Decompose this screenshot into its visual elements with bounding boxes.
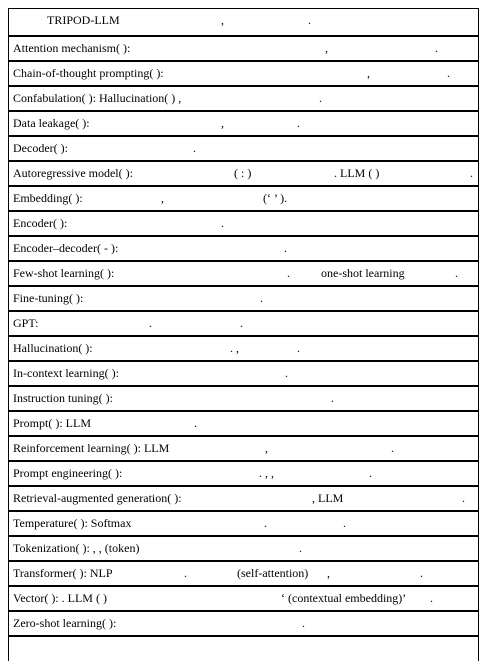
glossary-text: (‘ ’ ).	[263, 191, 288, 205]
glossary-text: .	[264, 516, 267, 530]
glossary-term: Retrieval-augmented generation( ):	[13, 491, 182, 505]
glossary-text: .	[284, 241, 287, 255]
glossary-text: .	[260, 291, 263, 305]
glossary-term: Few-shot learning( ):	[13, 266, 115, 280]
glossary-term: Autoregressive model( ):	[13, 166, 133, 180]
glossary-row	[9, 412, 478, 437]
glossary-term: Attention mechanism( ):	[13, 41, 131, 55]
glossary-row	[9, 137, 478, 162]
glossary-row	[9, 212, 478, 237]
glossary-row	[9, 387, 478, 412]
glossary-text: .	[240, 316, 243, 330]
glossary-term: Tokenization( ): , , (token)	[13, 541, 140, 555]
glossary-text: ( : )	[234, 166, 252, 180]
glossary-row	[9, 612, 478, 637]
glossary-row	[9, 487, 478, 512]
glossary-row	[9, 187, 478, 212]
glossary-row	[9, 362, 478, 387]
glossary-text: ,	[367, 66, 370, 80]
glossary-term: Chain-of-thought prompting( ):	[13, 66, 164, 80]
glossary-text: . ,	[230, 341, 239, 355]
glossary-term: Confabulation( ): Hallucination( ) ,	[13, 91, 182, 105]
glossary-text: .	[193, 141, 196, 155]
glossary-row	[9, 87, 478, 112]
glossary-term: Vector( ): . LLM ( )	[13, 591, 107, 605]
table-title: TRIPOD-LLM	[47, 13, 120, 27]
glossary-term: Transformer( ): NLP	[13, 566, 113, 580]
glossary-text: .	[285, 366, 288, 380]
glossary-text: ,	[325, 41, 328, 55]
glossary-row	[9, 512, 478, 537]
glossary-term: Temperature( ): Softmax	[13, 516, 132, 530]
glossary-text: .	[462, 491, 465, 505]
glossary-text: . LLM ( )	[334, 166, 380, 180]
glossary-row	[9, 587, 478, 612]
glossary-term: Reinforcement learning( ): LLM	[13, 441, 170, 455]
glossary-row	[9, 337, 478, 362]
glossary-text: .	[149, 316, 152, 330]
glossary-row	[9, 562, 478, 587]
glossary-text: . , ,	[259, 466, 274, 480]
glossary-row	[9, 462, 478, 487]
glossary-text: .	[308, 13, 311, 27]
table-title-row	[9, 9, 478, 37]
glossary-text: .	[302, 616, 305, 630]
glossary-text: ,	[221, 13, 224, 27]
glossary-text: .	[221, 216, 224, 230]
glossary-text: .	[194, 416, 197, 430]
glossary-text: ,	[327, 566, 330, 580]
glossary-text: .	[319, 91, 322, 105]
glossary-text: .	[343, 516, 346, 530]
glossary-term: Encoder( ):	[13, 216, 68, 230]
glossary-term: Prompt( ): LLM	[13, 416, 91, 430]
glossary-term: Zero-shot learning( ):	[13, 616, 117, 630]
glossary-text: .	[470, 166, 473, 180]
glossary-term: Data leakage( ):	[13, 116, 90, 130]
glossary-term: GPT:	[13, 316, 39, 330]
glossary-term: Decoder( ):	[13, 141, 68, 155]
glossary-rows	[9, 9, 478, 637]
glossary-text: .	[435, 41, 438, 55]
glossary-term: Instruction tuning( ):	[13, 391, 113, 405]
glossary-text: ,	[161, 191, 164, 205]
glossary-term: Fine-tuning( ):	[13, 291, 84, 305]
glossary-text: .	[331, 391, 334, 405]
glossary-text: .	[455, 266, 458, 280]
glossary-row	[9, 162, 478, 187]
glossary-term: In-context learning( ):	[13, 366, 119, 380]
glossary-row	[9, 37, 478, 62]
glossary-text: ,	[221, 116, 224, 130]
glossary-row	[9, 62, 478, 87]
glossary-text: .	[184, 566, 187, 580]
glossary-text: ‘ (contextual embedding)’	[281, 591, 407, 605]
glossary-text: (self-attention)	[237, 566, 309, 580]
glossary-text: .	[297, 341, 300, 355]
glossary-row	[9, 262, 478, 287]
glossary-text: .	[420, 566, 423, 580]
glossary-text: .	[299, 541, 302, 555]
glossary-row	[9, 437, 478, 462]
glossary-text: .	[287, 266, 290, 280]
glossary-text: one-shot learning	[321, 266, 405, 280]
glossary-text: .	[391, 441, 394, 455]
glossary-text: .	[297, 116, 300, 130]
glossary-text: .	[369, 466, 372, 480]
glossary-row	[9, 287, 478, 312]
glossary-text: .	[430, 591, 433, 605]
glossary-text: .	[447, 66, 450, 80]
glossary-text: ,	[265, 441, 268, 455]
glossary-row	[9, 112, 478, 137]
glossary-row	[9, 312, 478, 337]
glossary-term: Hallucination( ):	[13, 341, 93, 355]
glossary-row	[9, 537, 478, 562]
glossary-row	[9, 237, 478, 262]
glossary-term: Embedding( ):	[13, 191, 83, 205]
glossary-term: Prompt engineering( ):	[13, 466, 123, 480]
glossary-table	[8, 8, 479, 661]
glossary-text: , LLM	[312, 491, 344, 505]
glossary-term: Encoder–decoder( - ):	[13, 241, 119, 255]
